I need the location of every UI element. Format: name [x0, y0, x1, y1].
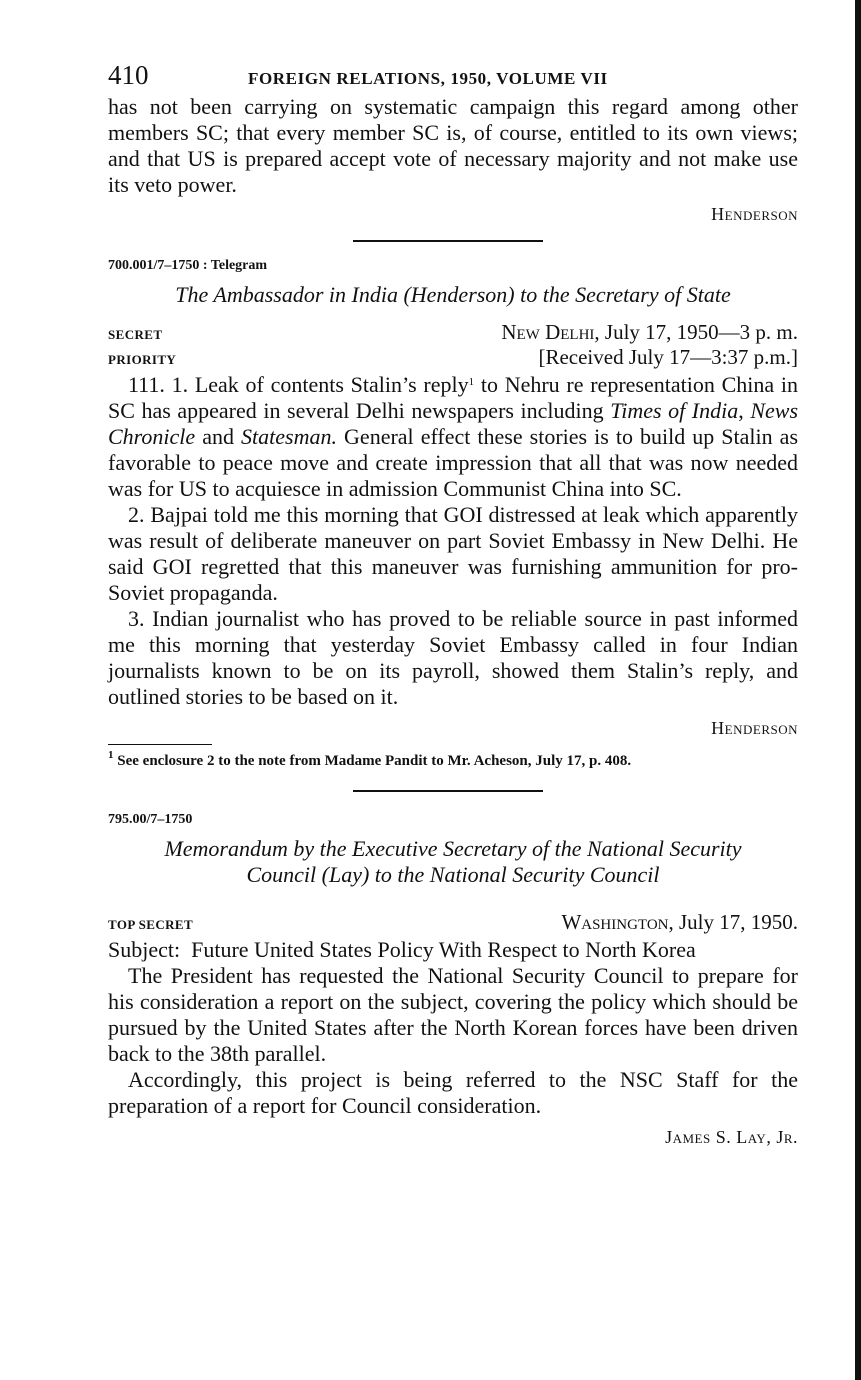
doc2-classification: TOP SECRET — [108, 917, 194, 932]
doc1-received: [Received July 17—3:37 p.m.] — [538, 345, 798, 369]
section-divider-2 — [353, 790, 543, 792]
doc2-file-number: 795.00/7–1750 — [108, 812, 193, 827]
signature-henderson-2: Henderson — [711, 718, 798, 738]
running-title: FOREIGN RELATIONS, 1950, VOLUME VII — [248, 69, 608, 88]
doc2-paragraph-1: The President has requested the National Security Council to prepare for his consideration a report on the subject, covering the policy which should be pursued by the United States after the North Korean forces have been driven back to the 38th parallel. — [108, 963, 798, 1066]
doc1-classification: SECRET — [108, 327, 163, 342]
page-edge-border — [855, 0, 861, 1380]
signature-henderson-1: Henderson — [711, 204, 798, 224]
continuation-paragraph: has not been carrying on systematic campaign this regard among other members SC; that every member SC is, of course, entitled to its own views; and that US is prepared accept vote of necessary majority and not make use its veto power. — [108, 94, 798, 197]
doc1-dateline — [108, 320, 798, 345]
doc1-precedence: PRIORITY — [108, 352, 177, 367]
running-header — [108, 60, 798, 94]
page-number: 410 — [108, 60, 149, 90]
footnote: $^1$ See enclosure 2 to the note from Madame Pandit to Mr. Acheson, July 17, p. 408. — [108, 749, 632, 769]
doc2-dateline — [108, 910, 798, 935]
doc1-paragraph-1: 111. 1. Leak of contents Stalin’s reply$^1$ to Nehru re representation China in SC has appeared in several Delhi newspapers including Times of India, News Chronicle and Statesman. General effect these stories is to build up Stalin as favorable to peace move and create impression that all that was now needed was for US to acquiesce in admission Communist China into SC. — [108, 372, 799, 501]
doc1-received-line — [108, 345, 798, 370]
doc1-paragraph-3: 3. Indian journalist who has proved to be reliable source in past informed me this morning that yesterday Soviet Embassy called in four Indian journalists known to be on its payroll, showed them Stalin’s reply, and outlined stories to be based on it. — [108, 606, 798, 709]
doc2-title: Memorandum by the Executive Secretary of the National Security Council (Lay) to the National Security Council — [164, 836, 742, 887]
footnote-ref: 1 — [468, 376, 475, 388]
doc1-title: The Ambassador in India (Henderson) to the Secretary of State — [175, 282, 731, 307]
doc2-subject: Subject: Future United States Policy With Respect to North Korea — [108, 937, 696, 962]
doc1-paragraph-2: 2. Bajpai told me this morning that GOI distressed at leak which apparently was result of deliberate maneuver on part Soviet Embassy in New Delhi. He said GOI regretted that this maneuver was furnishing ammunition for pro-Soviet propaganda. — [108, 502, 798, 605]
doc1-place-date: New Delhi, July 17, 1950—3 p. m. — [501, 320, 798, 344]
signature-lay: James S. Lay, Jr. — [665, 1127, 798, 1147]
doc2-paragraph-2: Accordingly, this project is being referred to the NSC Staff for the preparation of a report for Council consideration. — [108, 1067, 798, 1118]
document-page — [108, 60, 798, 1149]
footnote-rule — [108, 744, 212, 745]
doc1-file-number: 700.001/7–1750 : Telegram — [108, 258, 268, 273]
section-divider-1 — [353, 240, 543, 242]
doc2-place-date: Washington, July 17, 1950. — [561, 910, 798, 934]
